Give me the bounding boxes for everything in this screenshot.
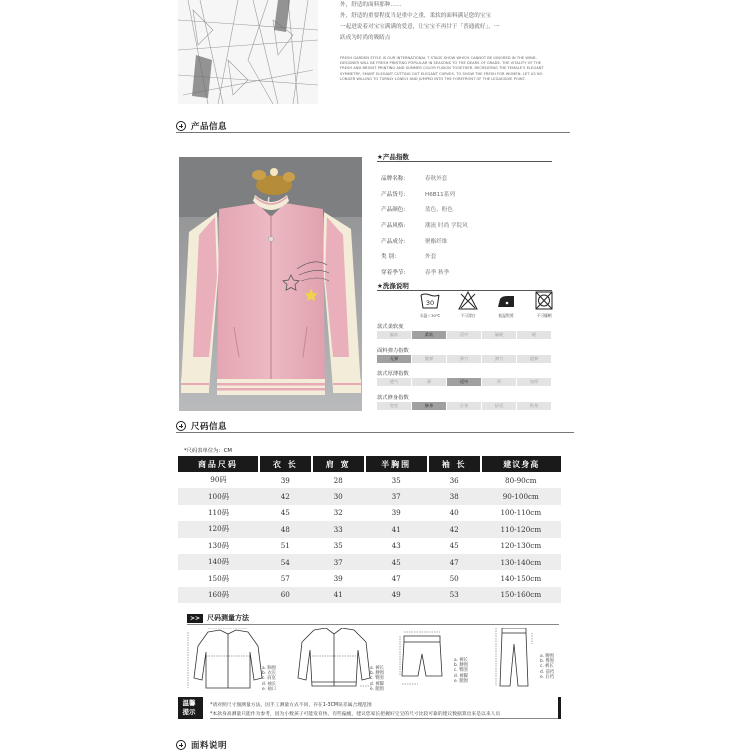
hero-line: 外，舒适的面料那种…… [340, 2, 402, 8]
legend-item: e. 腿围 [370, 686, 384, 692]
section-header-product-info [176, 120, 227, 132]
table-cell: 36 [428, 472, 481, 488]
scale-title: 面料弹力指数 [377, 348, 409, 354]
table-cell: 110码 [178, 505, 259, 521]
column-header: 商品尺码 [178, 456, 259, 472]
care-item [491, 291, 521, 319]
legend-item: a. 裤长 [454, 658, 468, 663]
plus-circle-icon [176, 740, 186, 750]
care-title: ★洗涤说明 [377, 282, 409, 290]
scale-option: 加厚 [517, 378, 552, 386]
attribute-row [381, 233, 468, 249]
table-cell: 120-130cm [481, 538, 561, 554]
legend-item: c. 肩宽 [262, 676, 276, 682]
measure-tag: >> [187, 614, 203, 623]
table-cell: 80-90cm [481, 472, 561, 488]
table-row [178, 521, 561, 537]
table-cell: 150码 [178, 570, 259, 586]
tips-label: 提示 [182, 708, 196, 716]
table-cell: 33 [312, 521, 365, 537]
scale-bar [377, 331, 552, 339]
table-cell: 45 [428, 538, 481, 554]
table-cell: 48 [259, 521, 312, 537]
table-cell: 40 [428, 505, 481, 521]
legend-item: e. 后裆 [540, 674, 554, 680]
care-item [529, 291, 559, 319]
tip-line: *本款身高测量只能作为参考，因为小数孩子可能发育快，有些偏瘦，建议您家长把握好宝宝的尺寸比较可靠的建议数据算出来是以来人员 [210, 712, 501, 717]
table-row [178, 570, 561, 586]
hero-sketch-image [178, 0, 318, 104]
table-cell: 38 [428, 488, 481, 504]
scale-option: 薄 [412, 378, 447, 386]
legend-item: e. 袖口 [262, 686, 276, 692]
table-header-row [178, 456, 561, 472]
tip-line: *请对照尺寸图测量方法，因手工测量方式不同，存在1-3CM误差属合理范围 [210, 703, 372, 708]
table-cell: 32 [312, 505, 365, 521]
hero-line: 外，舒适的重要程度当是重中之重，柔软的面料满足您的宝宝 [340, 13, 492, 19]
plus-circle-icon [176, 421, 186, 431]
table-cell: 57 [259, 570, 312, 586]
care-label: 低温熨烫 [498, 313, 514, 318]
table-cell: 110-120cm [481, 521, 561, 537]
care-icons [415, 291, 559, 319]
table-cell: 42 [428, 521, 481, 537]
elasticity-scale [377, 346, 552, 363]
tips-marker [200, 697, 203, 719]
hero-description [340, 0, 550, 44]
fit-scale [377, 393, 552, 410]
legend-item: d. 前裆 [540, 669, 555, 675]
attribute-value: 潮流 时尚 学院风 [425, 222, 468, 229]
table-row [178, 587, 561, 603]
care-label: 不可爆晒 [536, 313, 552, 318]
size-unit-note: *尺码表单位为：CM [184, 448, 232, 454]
table-cell: 35 [312, 538, 365, 554]
hero-line: 一起进说着对宝宝满满的爱意，让宝宝不再甘于「普通就好」，一 [340, 24, 500, 30]
scale-title: 款式厚薄指数 [377, 371, 409, 377]
plus-circle-icon [176, 121, 186, 131]
section-title: 产品信息 [191, 122, 228, 132]
table-cell: 49 [365, 587, 428, 603]
attribute-key: 产品风格： [381, 222, 409, 229]
scale-option: 超弹 [517, 355, 552, 363]
size-table [178, 456, 561, 603]
scale-option: 宽松 [377, 402, 412, 410]
attribute-value: 聚酯纤维 [425, 238, 448, 245]
table-cell: 140码 [178, 554, 259, 570]
table-cell: 90码 [178, 472, 259, 488]
section-header-size-info [176, 420, 227, 432]
scale-option: 弹力 [482, 355, 517, 363]
scale-option: 舒适 [482, 402, 517, 410]
attribute-value: 春季 秋季 [425, 269, 450, 276]
table-cell: 100码 [178, 488, 259, 504]
scale-option: 适中 [447, 331, 482, 339]
shirt-measure-diagram [184, 628, 272, 690]
wash-30-icon [420, 291, 440, 310]
scale-option: 合身 [447, 402, 482, 410]
legend-item: b. 腰围 [370, 671, 385, 677]
column-header: 袖 长 [428, 456, 481, 472]
attribute-value: 春秋外套 [425, 175, 448, 182]
attribute-value: H6B11系列 [425, 191, 455, 198]
scale-bar [377, 355, 552, 363]
column-header: 衣 长 [259, 456, 312, 472]
long-pants-legend [540, 654, 554, 680]
divider [210, 718, 560, 719]
care-item [453, 291, 483, 319]
scale-option-selected: 修身 [412, 402, 447, 410]
scale-option: 偏软 [377, 331, 412, 339]
table-row [178, 554, 561, 570]
section-divider [176, 132, 570, 133]
attribute-key: 产品颜色： [381, 207, 409, 214]
legend-item: e. 腿围 [454, 678, 468, 684]
scale-option-selected: 柔软 [412, 331, 447, 339]
hero-line: 跃成为时尚的吸睛点 [340, 35, 391, 41]
table-cell: 30 [312, 488, 365, 504]
scale-option: 贴身 [517, 402, 552, 410]
table-cell: 45 [365, 554, 428, 570]
scale-bar [377, 402, 552, 410]
section-title: 尺码信息 [191, 422, 228, 432]
table-cell: 150-160cm [481, 587, 561, 603]
column-header: 建议身高 [481, 456, 561, 472]
attribute-row [381, 186, 468, 202]
no-bleach-icon [458, 291, 478, 310]
table-cell: 47 [365, 570, 428, 586]
low-iron-icon [496, 291, 516, 310]
section-header-fabric-info [176, 739, 227, 750]
legend-item: a. 腰围 [540, 654, 554, 659]
column-header: 半胸围 [365, 456, 428, 472]
softness-scale [377, 322, 552, 339]
legend-item: b. 臀围 [540, 659, 555, 665]
legend-item: b. 腰围 [454, 663, 469, 669]
attribute-value: 外套 [425, 254, 437, 261]
attribute-key: 品牌名称： [381, 175, 409, 182]
tips-text [210, 701, 500, 719]
scale-option-selected: 适中 [447, 378, 482, 386]
tips-marker-end [558, 697, 561, 719]
legend-item: d. 裤脚 [370, 681, 385, 687]
attribute-row [381, 264, 468, 280]
attribute-key: 穿着季节： [381, 269, 409, 276]
shirt-legend [262, 666, 276, 692]
table-cell: 47 [428, 554, 481, 570]
jacket-measure-diagram [294, 628, 374, 690]
tips-badge [178, 697, 200, 719]
wash-temperature: 30 [425, 299, 435, 307]
table-cell: 100-110cm [481, 505, 561, 521]
attribute-row [381, 201, 468, 217]
column-header: 肩 宽 [312, 456, 365, 472]
legend-item: d. 袖长 [262, 681, 277, 687]
divider [187, 624, 559, 625]
attribute-key: 产品货号： [381, 191, 409, 198]
scale-option-selected: 无弹 [377, 355, 412, 363]
table-row [178, 505, 561, 521]
attribute-value: 蓝色、粉色 [425, 207, 453, 214]
table-row [178, 488, 561, 504]
legend-item: c. 臀围 [370, 676, 384, 682]
scale-option: 厚 [482, 378, 517, 386]
scale-option: 透气 [377, 378, 412, 386]
table-cell: 41 [365, 521, 428, 537]
table-cell: 130-140cm [481, 554, 561, 570]
legend-item: b. 衣长 [262, 671, 277, 677]
thickness-scale [377, 369, 552, 386]
table-cell: 140-150cm [481, 570, 561, 586]
table-cell: 35 [365, 472, 428, 488]
table-cell: 37 [365, 488, 428, 504]
no-tumble-dry-icon [534, 291, 554, 310]
table-cell: 120码 [178, 521, 259, 537]
attribute-key: 产品成分： [381, 238, 409, 245]
table-cell: 51 [259, 538, 312, 554]
table-cell: 90-100cm [481, 488, 561, 504]
table-row [178, 472, 561, 488]
scale-option: 硬 [517, 331, 552, 339]
table-cell: 39 [259, 472, 312, 488]
product-photo [179, 157, 362, 411]
care-item [415, 291, 445, 319]
measure-title: 尺码测量方法 [207, 614, 250, 622]
legend-item: d. 裤脚 [454, 673, 469, 679]
shorts-legend [454, 658, 468, 684]
tips-label: 温馨 [182, 699, 196, 707]
table-cell: 50 [428, 570, 481, 586]
legend-item: a. 胸围 [262, 666, 276, 671]
table-cell: 53 [428, 587, 481, 603]
table-cell: 39 [365, 505, 428, 521]
attribute-row [381, 217, 468, 233]
measure-header [187, 613, 249, 623]
hero-english-text: FRESH GARDEN STYLE IS OUR INTERNATIONAL T STAGE SHOW WHICH CANNOT BE IGNORED IN THE WIND. DESIGNER WILL BE FRESH PRINTING POPLULAR IN SEASONS TO THE DEARS OF GRADE. THE VITALITY OF THE FRESH AND BRIGHT PRINTING AND SUMMER COLOR FUSION TOGETHER. RECREATING THE FEMALE'S ELEGANT SYMMETRY, SMART ELEGANT CUTTING OUT ELEGANT CURVES. TO SHOW THE FRESH FOR WOMEN. LET US NO LONGER WILLING TO TURNLY LONELY AND JUMPED INTO THE FOREFRONT OF THE LEGAGGIVE POINT. [340, 56, 544, 81]
table-cell: 37 [312, 554, 365, 570]
long-pants-measure-diagram [492, 628, 538, 690]
table-cell: 43 [365, 538, 428, 554]
table-cell: 41 [312, 587, 365, 603]
shorts-measure-diagram [398, 628, 448, 690]
section-title: 面料说明 [191, 741, 228, 750]
attribute-row [381, 248, 468, 264]
table-cell: 160码 [178, 587, 259, 603]
table-row [178, 538, 561, 554]
table-cell: 45 [259, 505, 312, 521]
section-divider [176, 432, 574, 433]
table-cell: 42 [259, 488, 312, 504]
table-cell: 39 [312, 570, 365, 586]
divider [377, 161, 552, 162]
attribute-row [381, 170, 468, 186]
table-cell: 60 [259, 587, 312, 603]
product-index-title: ★产品指数 [377, 153, 409, 161]
attribute-key: 类 别： [381, 254, 400, 261]
scale-title: 款式柔软度 [377, 324, 404, 330]
table-cell: 54 [259, 554, 312, 570]
scale-option: 偏硬 [482, 331, 517, 339]
legend-item: c. 裤长 [540, 664, 554, 670]
legend-item: a. 裤长 [370, 666, 384, 671]
scale-bar [377, 378, 552, 386]
care-label: 水温＜30℃ [419, 313, 441, 318]
scale-option: 微弹 [412, 355, 447, 363]
product-attributes [381, 170, 468, 280]
legend-item: c. 臀围 [454, 668, 468, 674]
scale-title: 款式修身指数 [377, 395, 409, 401]
care-label: 不可漂白 [460, 313, 476, 318]
table-cell: 28 [312, 472, 365, 488]
scale-option: 弹力 [447, 355, 482, 363]
pants-legend [370, 666, 384, 692]
table-cell: 130码 [178, 538, 259, 554]
